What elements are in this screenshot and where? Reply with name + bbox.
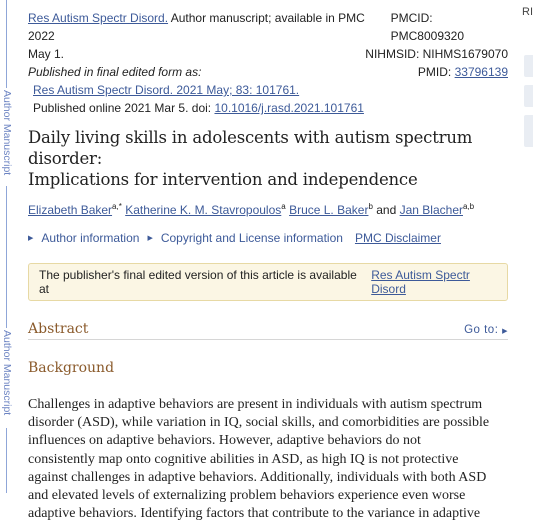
right-sidebar-button-3[interactable]: [524, 115, 533, 147]
author-link-1[interactable]: Elizabeth Baker: [28, 203, 113, 217]
published-final-label: Published in final edited form as:: [28, 65, 202, 79]
author-affil-1: a,*: [112, 202, 122, 211]
publisher-notice-text: The publisher's final edited version of this article is available at: [39, 268, 357, 296]
pmid-link[interactable]: 33796139: [454, 65, 508, 79]
citation-link[interactable]: Res Autism Spectr Disord. 2021 May; 83: 101761.: [33, 83, 300, 97]
published-online: Published online 2021 Mar 5. doi:: [33, 101, 212, 115]
author-information-toggle[interactable]: Author information: [41, 231, 140, 245]
pmcid: PMCID: PMC8009320: [390, 11, 465, 43]
article-title-line-2: Implications for intervention and independence: [28, 170, 418, 189]
rail-label-bottom: Author Manuscript: [1, 330, 13, 416]
author-affil-2: a: [281, 202, 286, 211]
publisher-notice-link[interactable]: Res Autism Spectr Disord: [371, 268, 470, 296]
author-link-4[interactable]: Jan Blacher: [399, 203, 463, 217]
goto-menu[interactable]: [464, 324, 508, 336]
expand-triangle-icon: ▶: [147, 235, 153, 242]
rail-line-top: [6, 0, 7, 88]
abstract-line: consistently map onto cognitive abilities in ASD, as high IQ is not protective: [28, 451, 459, 467]
author-affil-3: b: [368, 202, 373, 211]
abstract-line: against challenges in adaptive behaviors. Additionally, individuals with both ASD: [28, 469, 487, 485]
goto-label[interactable]: Go to:: [464, 324, 499, 336]
journal-link[interactable]: Res Autism Spectr Disord.: [28, 11, 169, 25]
copyright-license-toggle[interactable]: Copyright and License information: [160, 231, 343, 245]
authors-and: and: [376, 203, 397, 217]
article-header: [28, 9, 508, 117]
article-title: [28, 127, 508, 190]
abstract-heading: Abstract: [28, 321, 89, 337]
author-affil-4: a,b: [463, 202, 475, 211]
right-sidebar-button-2[interactable]: [524, 85, 533, 107]
author-list: [28, 199, 508, 218]
rail-label-top: Author Manuscript: [1, 90, 13, 176]
abstract-header: [28, 321, 508, 340]
author-link-3[interactable]: Bruce L. Baker: [289, 203, 369, 217]
right-sidebar-edge: [521, 0, 533, 493]
abstract-line: and elevated levels of externalizing problem behaviors experience even worse: [28, 488, 466, 504]
journal-note: Author manuscript; available in PMC 2022: [28, 11, 365, 43]
article-main: [28, 0, 508, 523]
pmc-disclaimer-link[interactable]: PMC Disclaimer: [354, 231, 441, 245]
article-title-line-1: Daily living skills in adolescents with autism spectrum disorder:: [28, 128, 473, 168]
abstract-line: disorder (ASD), while variation in IQ, social skills, and comorbidities are possible: [28, 415, 490, 431]
abstract-line: influences on adaptive behaviors. However, adaptive behaviors do not: [28, 433, 421, 449]
right-sidebar-text: RI: [522, 6, 533, 18]
rail-line-bottom: [6, 428, 7, 493]
journal-note-date: May 1.: [28, 47, 65, 61]
goto-triangle-icon: ▶: [502, 328, 508, 335]
rail-line-middle: [6, 186, 7, 328]
nihmsid: NIHMSID: NIHMS1679070: [365, 47, 508, 61]
abstract-line: Challenges in adaptive behaviors are present in individuals with autism spectrum: [28, 397, 483, 412]
author-link-2[interactable]: Katherine K. M. Stavropoulos: [125, 203, 282, 217]
abstract-background-text: [28, 396, 508, 523]
expand-triangle-icon: ▶: [28, 235, 34, 242]
pmid-label: PMID:: [417, 65, 452, 79]
abstract-line: adaptive behaviors. Identifying factors that contribute to the variance in adaptive: [28, 506, 481, 522]
doi-link[interactable]: 10.1016/j.rasd.2021.101761: [214, 101, 364, 115]
right-sidebar-button-1[interactable]: [524, 55, 533, 77]
article-meta-links: [28, 231, 508, 245]
publisher-notice: [28, 263, 508, 301]
background-heading: Background: [28, 360, 115, 376]
author-manuscript-rail: [0, 0, 14, 493]
